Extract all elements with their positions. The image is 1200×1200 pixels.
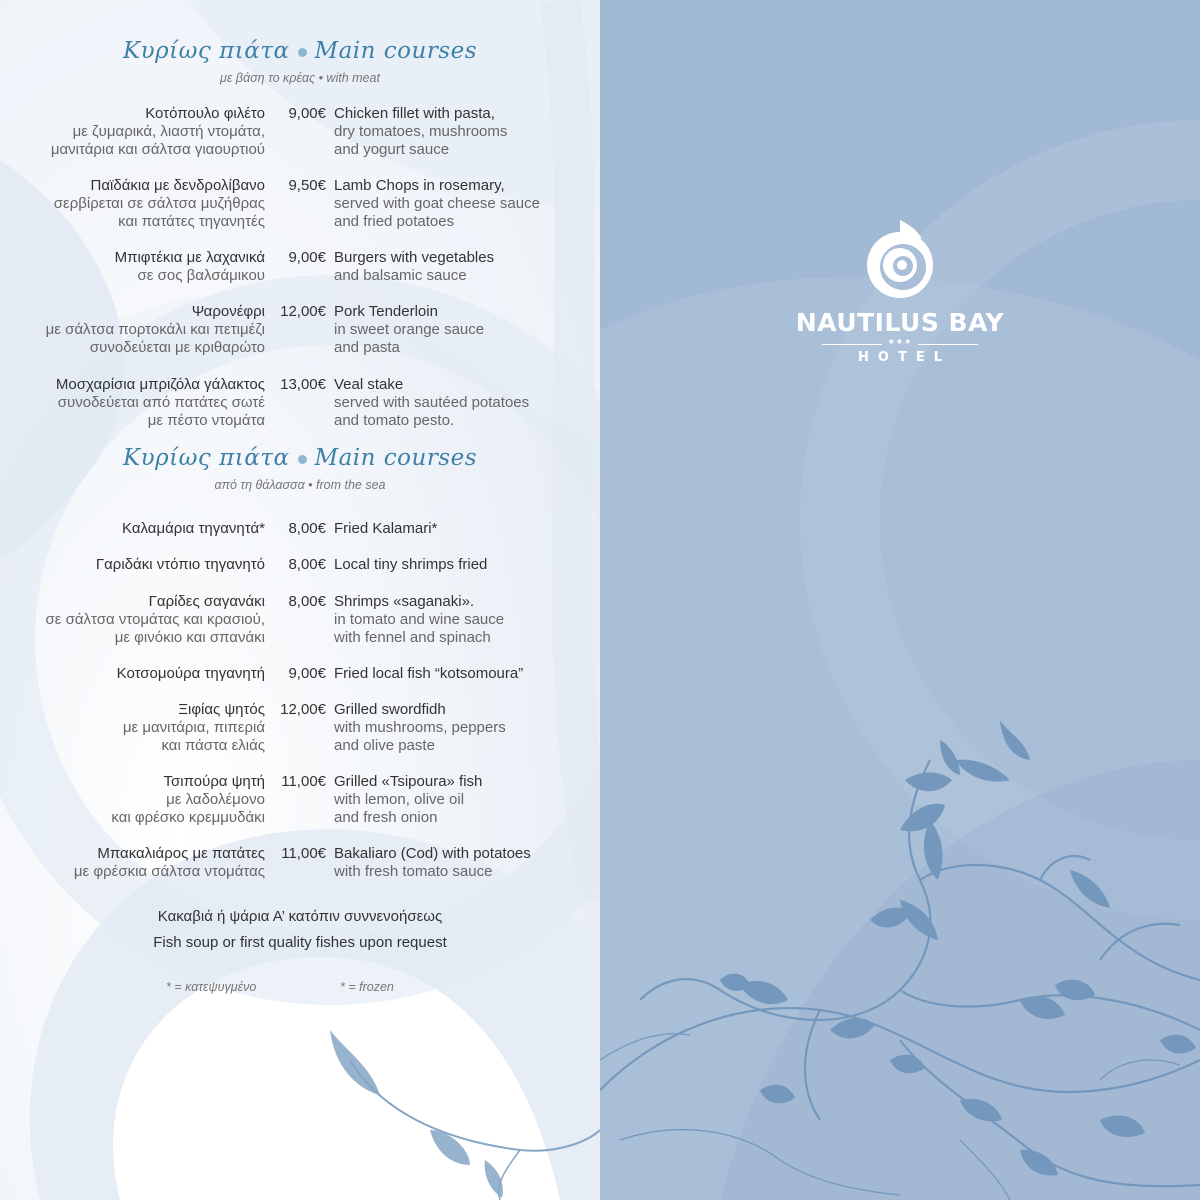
item-desc-en: with mushrooms, peppers xyxy=(334,719,506,736)
item-desc-gr: με λαδολέμονο xyxy=(166,791,265,808)
item-price: 11,00€ xyxy=(281,773,326,790)
item-greek xyxy=(0,593,265,647)
item-price: 8,00€ xyxy=(288,520,326,537)
item-greek xyxy=(0,105,265,159)
footnote-frozen-gr: * = κατεψυγμένο xyxy=(166,980,257,994)
item-price: 9,00€ xyxy=(288,249,326,266)
item-english xyxy=(334,376,574,430)
item-desc-en: in tomato and wine sauce xyxy=(334,611,505,628)
section-title-gr: Κυρίως πιάτα xyxy=(122,38,290,64)
nautilus-shell-icon xyxy=(770,210,1030,305)
fish-soup-note-gr: Κακαβιά ή ψάρια Α’ κατόπιν συννενοήσεως xyxy=(157,908,443,925)
menu-right-panel xyxy=(600,0,1200,1200)
item-name-en: Grilled «Tsipoura» fish xyxy=(334,773,483,790)
menu-item xyxy=(0,249,600,309)
item-name-en: Shrimps «saganaki». xyxy=(334,593,475,610)
item-greek xyxy=(0,845,265,881)
item-desc-en: with fresh tomato sauce xyxy=(334,863,493,880)
swirl-background xyxy=(600,0,1200,1200)
item-name-gr: Παϊδάκια με δενδρολίβανο xyxy=(90,177,265,194)
menu-item xyxy=(0,773,600,833)
item-name-gr: Γαρίδες σαγανάκι xyxy=(148,593,265,610)
item-name-en: Fried Kalamari* xyxy=(334,520,438,537)
item-name-en: Chicken fillet with pasta, xyxy=(334,105,495,122)
item-desc-en: with fennel and spinach xyxy=(334,629,491,646)
item-desc-en: and balsamic sauce xyxy=(334,267,467,284)
item-desc-en: and olive paste xyxy=(334,737,435,754)
item-desc-gr: και πάστα ελιάς xyxy=(161,737,265,754)
item-name-en: Burgers with vegetables xyxy=(334,249,495,266)
section-title-en: Main courses xyxy=(314,38,478,64)
brand-hotel: HOTEL xyxy=(858,350,951,365)
item-name-gr: Καλαμάρια τηγανητά* xyxy=(122,520,265,537)
item-desc-gr: με πέστο ντομάτα xyxy=(147,412,265,429)
item-price: 12,00€ xyxy=(280,701,326,718)
item-desc-en: and tomato pesto. xyxy=(334,412,455,429)
item-english xyxy=(334,665,574,683)
item-desc-gr: σε σάλτσα ντομάτας και κρασιού, xyxy=(45,611,265,628)
item-name-en: Fried local fish “kotsomoura” xyxy=(334,665,524,682)
menu-item xyxy=(0,845,600,905)
item-greek xyxy=(0,665,265,683)
item-price: 12,00€ xyxy=(280,303,326,320)
brand-stars: ★★★ xyxy=(887,337,913,346)
menu-item xyxy=(0,105,600,165)
item-price: 9,50€ xyxy=(288,177,326,194)
item-desc-en: in sweet orange sauce xyxy=(334,321,485,338)
section-title-en: Main courses xyxy=(314,445,478,471)
item-greek xyxy=(0,701,265,755)
item-english xyxy=(334,249,574,285)
item-name-gr: Μοσχαρίσια μπριζόλα γάλακτος xyxy=(55,376,265,393)
item-desc-gr: σερβίρεται σε σάλτσα μυζήθρας xyxy=(53,195,265,212)
item-english xyxy=(334,177,574,231)
section-title-sea xyxy=(0,445,600,471)
item-english xyxy=(334,773,574,827)
item-desc-gr: με φινόκιο και σπανάκι xyxy=(114,629,265,646)
section-title-gr: Κυρίως πιάτα xyxy=(122,445,290,471)
item-desc-en: and pasta xyxy=(334,339,400,356)
item-price: 9,00€ xyxy=(288,665,326,682)
footnote-frozen-en: * = frozen xyxy=(340,980,394,994)
menu-item xyxy=(0,701,600,761)
item-english xyxy=(334,556,574,574)
fish-soup-note-en: Fish soup or first quality fishes upon request xyxy=(153,934,447,951)
menu-item xyxy=(0,593,600,653)
item-desc-gr: με φρέσκια σάλτσα ντομάτας xyxy=(73,863,265,880)
menu-item xyxy=(0,303,600,363)
item-price: 8,00€ xyxy=(288,593,326,610)
item-desc-gr: με μανιτάρια, πιπεριά xyxy=(122,719,265,736)
item-name-en: Bakaliaro (Cod) with potatoes xyxy=(334,845,531,862)
menu-item xyxy=(0,177,600,237)
section-title-meat xyxy=(0,38,600,64)
item-name-gr: Γαριδάκι ντόπιο τηγανητό xyxy=(95,556,265,573)
item-desc-gr: και πατάτες τηγανητές xyxy=(118,213,265,230)
item-english xyxy=(334,520,574,538)
item-desc-en: and fresh onion xyxy=(334,809,438,826)
nautilus-bay-logo xyxy=(770,210,1030,380)
brand-name: NAUTILUS BAY xyxy=(795,308,1005,337)
droplet-icon xyxy=(298,455,307,464)
droplet-icon xyxy=(298,48,307,57)
item-english xyxy=(334,593,574,647)
item-name-en: Lamb Chops in rosemary, xyxy=(334,177,505,194)
item-desc-en: served with goat cheese sauce xyxy=(334,195,540,212)
item-name-gr: Κοτόπουλο φιλέτο xyxy=(145,105,265,122)
item-price: 13,00€ xyxy=(280,376,326,393)
item-name-gr: Μπακαλιάρος με πατάτες xyxy=(97,845,265,862)
item-greek xyxy=(0,376,265,430)
item-desc-en: and fried potatoes xyxy=(334,213,455,230)
item-desc-en: with lemon, olive oil xyxy=(334,791,465,808)
item-desc-gr: σε σος βαλσάμικου xyxy=(137,267,265,284)
item-english xyxy=(334,845,574,881)
item-name-en: Veal stake xyxy=(334,376,404,393)
item-english xyxy=(334,105,574,159)
item-name-en: Local tiny shrimps fried xyxy=(334,556,488,573)
item-desc-en: served with sautéed potatoes xyxy=(334,394,530,411)
item-name-en: Grilled swordfidh xyxy=(334,701,446,718)
item-english xyxy=(334,701,574,755)
item-greek xyxy=(0,556,265,574)
menu-item xyxy=(0,376,600,436)
item-name-gr: Τσιπούρα ψητή xyxy=(163,773,265,790)
item-price: 9,00€ xyxy=(288,105,326,122)
item-name-gr: Μπιφτέκια με λαχανικά xyxy=(114,249,265,266)
item-desc-gr: με σάλτσα πορτοκάλι και πετιμέζι xyxy=(45,321,265,338)
item-greek xyxy=(0,177,265,231)
item-desc-gr: μανιτάρια και σάλτσα γιαουρτιού xyxy=(50,141,265,158)
item-greek xyxy=(0,303,265,357)
item-name-gr: Ψαρονέφρι xyxy=(191,303,265,320)
item-desc-gr: και φρέσκο κρεμμυδάκι xyxy=(111,809,265,826)
item-greek xyxy=(0,249,265,285)
item-desc-en: and yogurt sauce xyxy=(334,141,450,158)
section-subtitle-sea: από τη θάλασσα • from the sea xyxy=(214,478,386,492)
item-desc-gr: με ζυμαρικά, λιαστή ντομάτα, xyxy=(72,123,265,140)
item-name-gr: Κοτσομούρα τηγανητή xyxy=(116,665,265,682)
item-greek xyxy=(0,520,265,538)
item-desc-gr: συνοδεύεται με κριθαρώτο xyxy=(89,339,265,356)
item-name-en: Pork Tenderloin xyxy=(334,303,438,320)
item-desc-en: dry tomatoes, mushrooms xyxy=(334,123,508,140)
brand-rule-right xyxy=(918,344,978,345)
item-greek xyxy=(0,773,265,827)
item-english xyxy=(334,303,574,357)
item-price: 11,00€ xyxy=(281,845,326,862)
item-price: 8,00€ xyxy=(288,556,326,573)
item-desc-gr: συνοδεύεται από πατάτες σωτέ xyxy=(57,394,265,411)
item-name-gr: Ξιφίας ψητός xyxy=(178,701,265,718)
section-subtitle-meat: με βάση το κρέας • with meat xyxy=(220,71,380,85)
